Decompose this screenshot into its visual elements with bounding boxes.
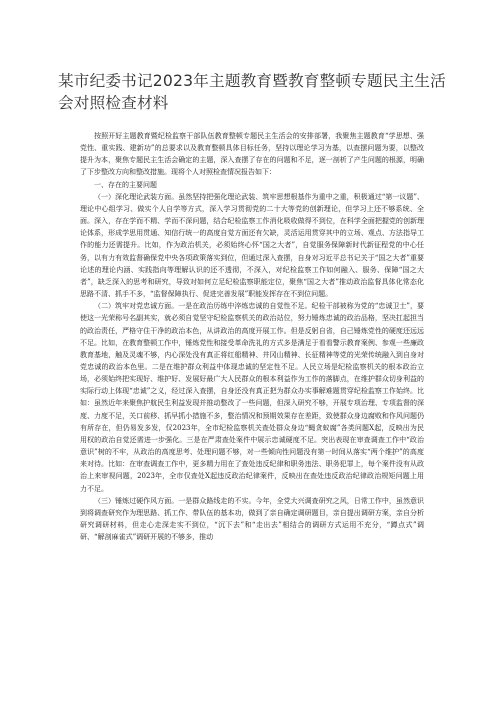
section-heading: 一、存在的主要问题 (94, 180, 157, 189)
document-title: 某市纪委书记2023年主题教育暨教育整顿专题民主生活会对照检查材料 (58, 72, 446, 112)
document-body (80, 130, 424, 707)
body-paragraph: （三）锤炼过硬作风方面。一是群众路线走的不实。今年，全党大兴调查研究之风，日常工作中，虽然意识到将调查研究作为理思路、抓工作、带队伍的基本功，做到了亲自确定调研题目，亲自提出调研方案，亲自分析研究调研材料，但走心走深走实不到位，“沉下去”和“走出去”相结合的调研方式运用不充分，“蹲点式”调研、“解剖麻雀式”调研开展的不够多，推动 (80, 496, 424, 542)
body-paragraph: （二）筑牢对党忠诚方面。一是在政治历练中淬炼忠诚的自觉性不足。纪检干部被称为党的“忠诚卫士”，要使这一光荣称号名副其实，就必须自觉坚守纪检监察机关的政治站位，努力锤炼忠诚的政治品格，坚决扛起担当的政治责任，严格守住干净的政治本色，从讲政治的高度开展工作。但是反躬自省，自己锤炼党性的硬度还远远不足。比如，在教育整顿工作中，锤炼党性和接受革命洗礼的方式多是满足于看看警示教育案例、参观一些廉政教育基地，触及灵魂不够，内心深处没有真正将红船精神、井冈山精神、长征精神等党的光荣传统融入到自身对党忠诚的政治本色里。二是在维护群众利益中体现忠诚的坚定性不足。人民立场是纪检监察机关的根本政治立场，必须始终把实现好、维护好、发展好最广大人民群众的根本利益作为工作的落脚点，在维护群众切身利益的实际行动上体现“忠诚”之义，经过深入查摆，自身还没有真正把为群众办实事解难题贯穿纪检监察工作始终。比如：虽然近年来聚焦护航民生利益发现并推动整改了一些问题，但深入研究不够，开展专项治理、专项监督的深度、力度不足，关口前移、抓早抓小措施不多，整治情况和预期效果存在差距，致使群众身边腐败和作风问题仍有所存在，但仍易发多发，仅2023年，全市纪检监察机关查处群众身边“蝇贪蚁腐”各类问题X起，反映出为民用权的政治自觉还需进一步强化。三是在严肃查处案件中展示忠诚硬度不足。突出表现在审查调查工作中“政治意识”树的不牢，从政治的高度思考、处理问题不够，对一些倾向性问题没有第一时间从落实“两个维护”的高度来对待。比如：在审查调查工作中，更多精力用在了查处违反纪律和职务违法、职务犯罪上，每个案件没有从政治上来审视问题，2023年，全市仅查处X起违反政治纪律案件，反映出在查处违反政治纪律政治规矩问题上用力不足。 (80, 302, 424, 493)
intro-paragraph: 按照开好主题教育暨纪检监察干部队伍教育整顿专题民主生活会的安排部署，我聚焦主题教育“学思想、强党性、重实践、建新功”的总要求以及教育整顿具体目标任务，坚持以理论学习为基，以查摆问题为要，以整改提升为本，聚焦专题民主生活会确定的主题，深入查摆了存在的问题和不足，逐一剖析了产生问题的根源，明确了下步整改方向和整改措施。现将个人对照检查情况报告如下： (80, 132, 424, 177)
body-paragraph: （一）深化理论武装方面。虽然坚持把强化理论武装、筑牢思想根基作为重中之重，积极通过“第一议题”、理论中心组学习、做实个人自学等方式，深入学习贯彻党的二十大等党的创新理论，但学习上还不够系统、全面。深入，存在学而不精、学而不深问题，结合纪检监察工作消化吸收做得不到位，在科学全面把握党的创新理论体系，形成学思用贯通、知信行统一的高度自觉方面还有欠缺，灵活运用贯穿其中的立场、观点、方法指导工作的能力还需提升。比如，作为政治机关，必须始终心怀“国之大者”，自觉服务保障新时代新征程党的中心任务，以有力有效监督确保党中央各项政策落实到位，但通过深入查摆，自身对习近平总书记关于“国之大者”重要论述的理论内涵、实践指向等理解认识的还不透彻，不深入，对纪检监察工作如何融入、服务、保障“国之大者”，缺乏深入的思考和研究，导致对如何立足纪检监察职能定位，聚焦“国之大者”推动政治监督具体化常态化思路不清、抓手不多，“监督保障执行、促进完善发展”职能发挥存在不到位问题。 (80, 192, 424, 299)
